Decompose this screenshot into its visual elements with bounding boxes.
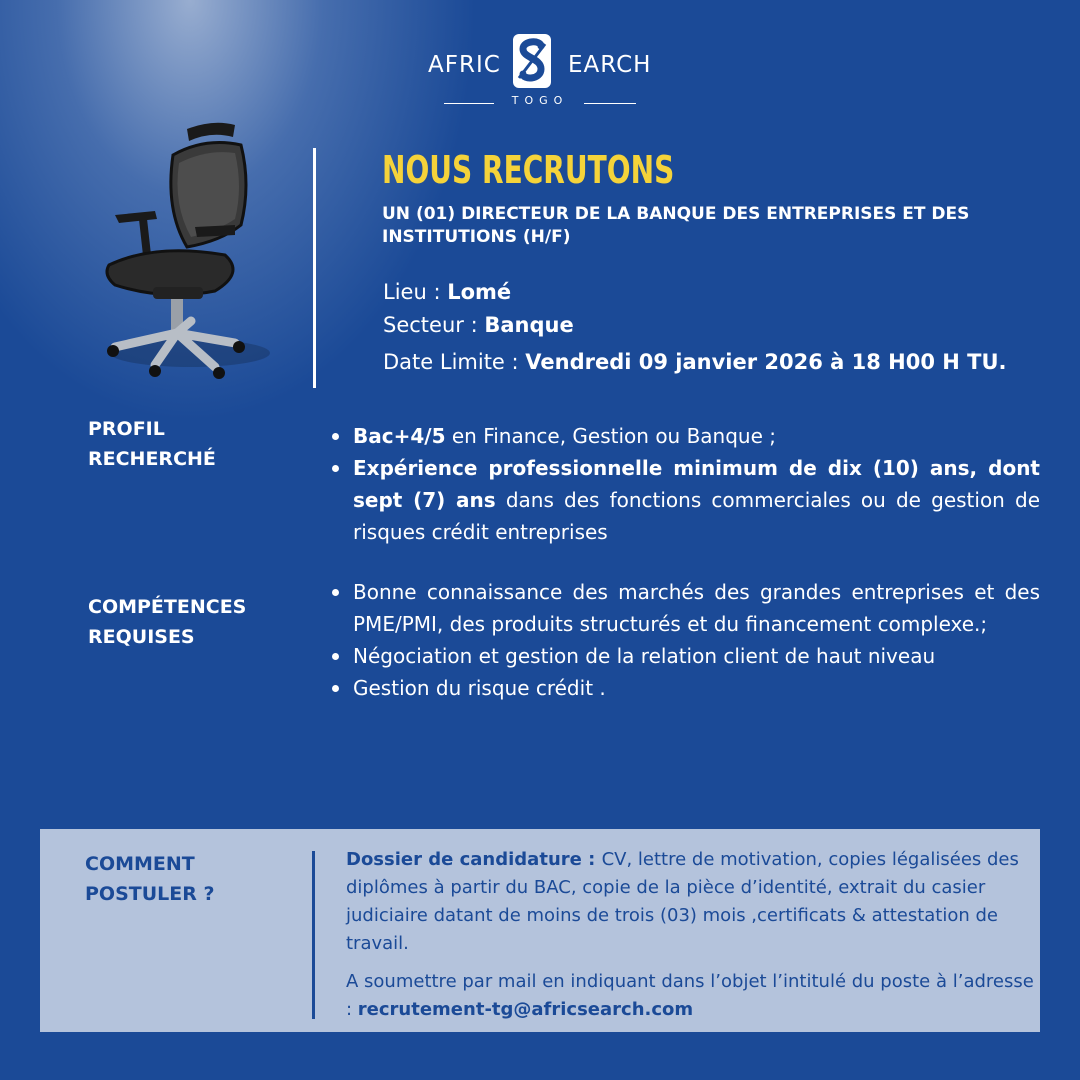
profil-item-bold: Bac+4/5 [353,424,446,448]
apply-label-line1: COMMENT [85,853,195,875]
office-chair-icon [95,115,295,385]
logo-text-right: EARCH [568,52,652,78]
apply-instructions [346,846,1036,1024]
apply-box [40,829,1040,1032]
profil-list [330,420,1040,548]
header-divider [313,148,316,388]
apply-section-label [85,849,215,909]
dossier-paragraph [346,846,1036,958]
dossier-label: Dossier de candidature : [346,849,602,870]
logo-divider-right [584,103,636,104]
africsearch-logo [420,32,660,112]
submit-paragraph [346,968,1036,1024]
logo-divider-left [444,103,494,104]
apply-divider [312,851,315,1019]
page-headline: NOUS RECRUTONS [382,148,675,192]
competences-section-label [88,592,288,652]
dossier-text: CV, lettre de motivation, copies légalisées des diplômes à partir du BAC, copie de la pièce d’identité, extrait du casier judiciaire datant de moins de trois (03) mois ,certificats & attestation de travail. [346,849,1019,954]
meta-sector-label: Secteur : [383,313,485,337]
list-item [330,420,1040,452]
meta-deadline-value: Vendredi 09 janvier 2026 à 18 H00 H TU. [525,350,1007,374]
profil-label-line1: PROFIL [88,418,165,440]
email-link[interactable]: recrutement-tg@africsearch.com [357,999,694,1020]
list-item: Gestion du risque crédit . [330,672,1040,704]
competences-label-line1: COMPÉTENCES [88,596,247,618]
profil-item-text: en Finance, Gestion ou Banque ; [445,424,777,448]
competences-label-line2: REQUISES [88,626,195,648]
profil-item-text: dans des fonctions commerciales ou de gestion de risques crédit entreprises [353,488,1040,544]
apply-label-line2: POSTULER ? [85,883,215,905]
meta-sector-value: Banque [484,313,574,337]
submit-text: A soumettre par mail en indiquant dans l’objet l’intitulé du poste à l’adresse : [346,971,1034,1020]
logo-subtitle: TOGO [511,94,569,107]
logo-text-left: AFRIC [428,52,501,78]
list-item: Négociation et gestion de la relation client de haut niveau [330,640,1040,672]
meta-deadline [383,350,1007,374]
meta-location [383,280,511,304]
meta-location-label: Lieu : [383,280,448,304]
list-item: Bonne connaissance des marchés des grandes entreprises et des PME/PMI, des produits structurés et du financement complexe.; [330,576,1040,640]
africsearch-s-logo-icon [513,34,551,88]
competences-list [330,576,1040,704]
job-title: UN (01) DIRECTEUR DE LA BANQUE DES ENTREPRISES ET DES INSTITUTIONS (H/F) [382,204,970,247]
meta-sector [383,313,574,337]
profil-section-label [88,414,216,474]
profil-item-bold: Expérience professionnelle minimum de dix (10) ans, dont sept (7) ans [353,456,1040,512]
meta-deadline-label: Date Limite : [383,350,526,374]
meta-location-value: Lomé [447,280,512,304]
list-item [330,452,1040,548]
profil-label-line2: RECHERCHÉ [88,448,216,470]
